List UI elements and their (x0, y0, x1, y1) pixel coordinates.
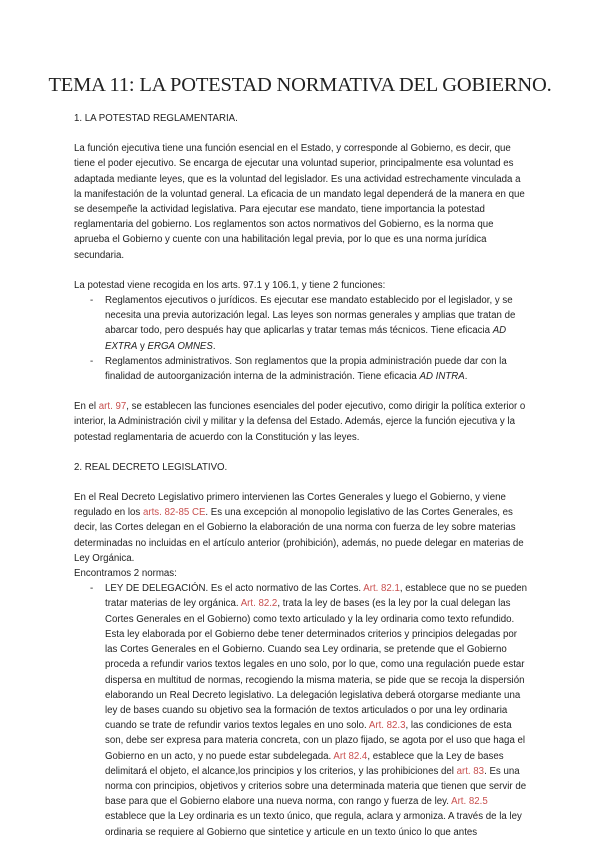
bullet-dash: - (90, 583, 94, 595)
section-heading-1: 1. LA POTESTAD REGLAMENTARIA. (74, 113, 238, 124)
section-2-paragraph-2: Encontramos 2 normas: (74, 568, 177, 580)
list-item (74, 354, 528, 384)
section-heading-2: 2. REAL DECRETO LEGISLATIVO. (74, 461, 228, 473)
bullet-dash: - (90, 355, 94, 367)
section-1-paragraph-1: La función ejecutiva tiene una función esencial en el Estado, y corresponde al Gobierno, es decir, que tiene el poder ejecutivo. Se encarga de ejecutar una voluntad superior, principalmente esa voluntad es adaptada mediante leyes, que es la voluntad del legislador. Es una actividad estrechamente vinculada a la manifestación de la voluntad general. La eficacia de un mandato legal dependerá de la manera en que se desempeñe la actividad legislativa. Para ejecutar ese mandato, tiene importancia la potestad reglamentaria del gobierno. Los reglamentos son actos normativos del Gobierno, es la norma que aprueba el Gobierno y cuente con una habilitación legal previa, por lo que es una norma jurídica secundaria. (74, 143, 525, 261)
paragraph-text: En el Real Decreto Legislativo primero intervienen las Cortes Generales y luego el Gobierno, y viene regulado en los (74, 492, 506, 519)
article-reference-link[interactable]: arts. 82-85 CE (142, 507, 206, 519)
emphasis: ERGA OMNES (147, 340, 213, 352)
list-item-text: , establece que no se pueden tratar materias de ley orgánica. (105, 583, 528, 610)
list-item-text: . (464, 371, 468, 383)
paragraph-text: En el (74, 401, 99, 413)
list-item-text: . (212, 340, 216, 352)
paragraph-text: , se establecen las funciones esenciales del poder ejecutivo, como dirigir la política exterior o interior, la Administración civil y militar y la defensa del Estado. Además, ejerce la función ejecutiva y la potestad reglamentaria de acuerdo con la Constitución y las leyes. (74, 401, 526, 443)
section-1-paragraph-3 (74, 399, 528, 445)
list-item-text: . Es una norma con principios, objetivos y criterios sobre una determinada materia que tienen que servir de base para que el Gobierno elabore una nueva norma, con rango y fuerza de ley. (105, 765, 527, 808)
article-reference-link[interactable]: Art. 82.3 (368, 720, 406, 732)
list-item (74, 581, 528, 839)
norms-list (74, 581, 528, 839)
paragraph-text: . Es una excepción al monopolio legislativo de las Cortes Generales, es decir, las Cortes delegan en el Gobierno la elaboración de una norma con fuerza de ley sobre materias determinadas no incluidas en el artículo anterior (prohibición), además, no puede delegar en materias de Ley Orgánica. (74, 507, 524, 564)
list-item-text: Reglamentos administrativos. Son reglamentos que la propia administración puede dar con la finalidad de autoorganización interna de la administración. Tiene eficacia (105, 355, 507, 383)
list-item-text: , las condiciones de esta son, debe ser expresa para materia concreta, con un plazo fijado, se agota por el uso que haga el Gobierno en un acto, y no puede estar subdelegada. (105, 720, 526, 762)
list-item (74, 293, 528, 354)
functions-list (74, 293, 528, 384)
page-title: TEMA 11: LA POTESTAD NORMATIVA DEL GOBIERNO. (48, 74, 552, 96)
article-reference-link[interactable]: Art. 82.1 (363, 583, 400, 595)
section-1-paragraph-2: La potestad viene recogida en los arts. 97.1 y 106.1, y tiene 2 funciones: (74, 279, 386, 291)
list-item-text: Reglamentos ejecutivos o jurídicos. Es ejecutar ese mandato establecido por el legislador, y se necesita una previa autorización legal. Las leyes son normas generales y amplias que tratan de abarcar todo, pero después hay que aplicarlas y tratar temas más técnicos. Tiene eficacia (105, 295, 516, 337)
article-reference-link[interactable]: Art 82.4 (333, 750, 368, 762)
article-reference-link[interactable]: art. 97 (98, 401, 127, 413)
article-reference-link[interactable]: Art. 82.5 (451, 796, 488, 808)
bullet-dash: - (90, 295, 94, 307)
list-item-text: y (137, 340, 148, 352)
list-item-text: , trata la ley de bases (es la ley por la cual delegan las Cortes Generales en el Gobierno) como texto articulado y la ley ordinaria como texto refundido. Esta ley elaborada por el Gobierno debe tener determinados criterios y principios delegadas por las Cortes Generales en el Gobierno. Cuando sea Ley ordinaria, se pretende que el Gobierno proceda a refundir varios textos legales en uno solo, por lo que, como una regulación puede estar dispersa en multitud de normas, recogiendo la misma materia, se pide que se recoja la dispersión elaborando un Real Decreto legislativo. La delegación legislativa deberá otorgarse mediante una ley de bases cuando su objetivo sea la formación de textos articulados o por una ley ordinaria cuando se trate de refundir varios textos legales en uno solo. (105, 598, 525, 732)
emphasis: AD EXTRA (105, 325, 507, 352)
list-item-text: LEY DE DELEGACIÓN. Es el acto normativo de las Cortes. (105, 583, 364, 595)
list-item-text: , establece que la Ley de bases delimitará el objeto, el alcance,los principios y los criterios, y las prohibiciones del (105, 750, 504, 777)
document-body (74, 111, 528, 840)
article-reference-link[interactable]: Art. 82.2 (240, 598, 278, 610)
emphasis: AD INTRA (419, 371, 465, 383)
section-2-paragraph-1 (74, 490, 528, 566)
article-reference-link[interactable]: art. 83 (456, 765, 485, 777)
list-item-text: establece que la Ley ordinaria es un texto único, que regula, aclara y armoniza. A través de la ley ordinaria se requiere al Gobierno que sintetice y articule en un texto único lo que antes (105, 811, 522, 838)
